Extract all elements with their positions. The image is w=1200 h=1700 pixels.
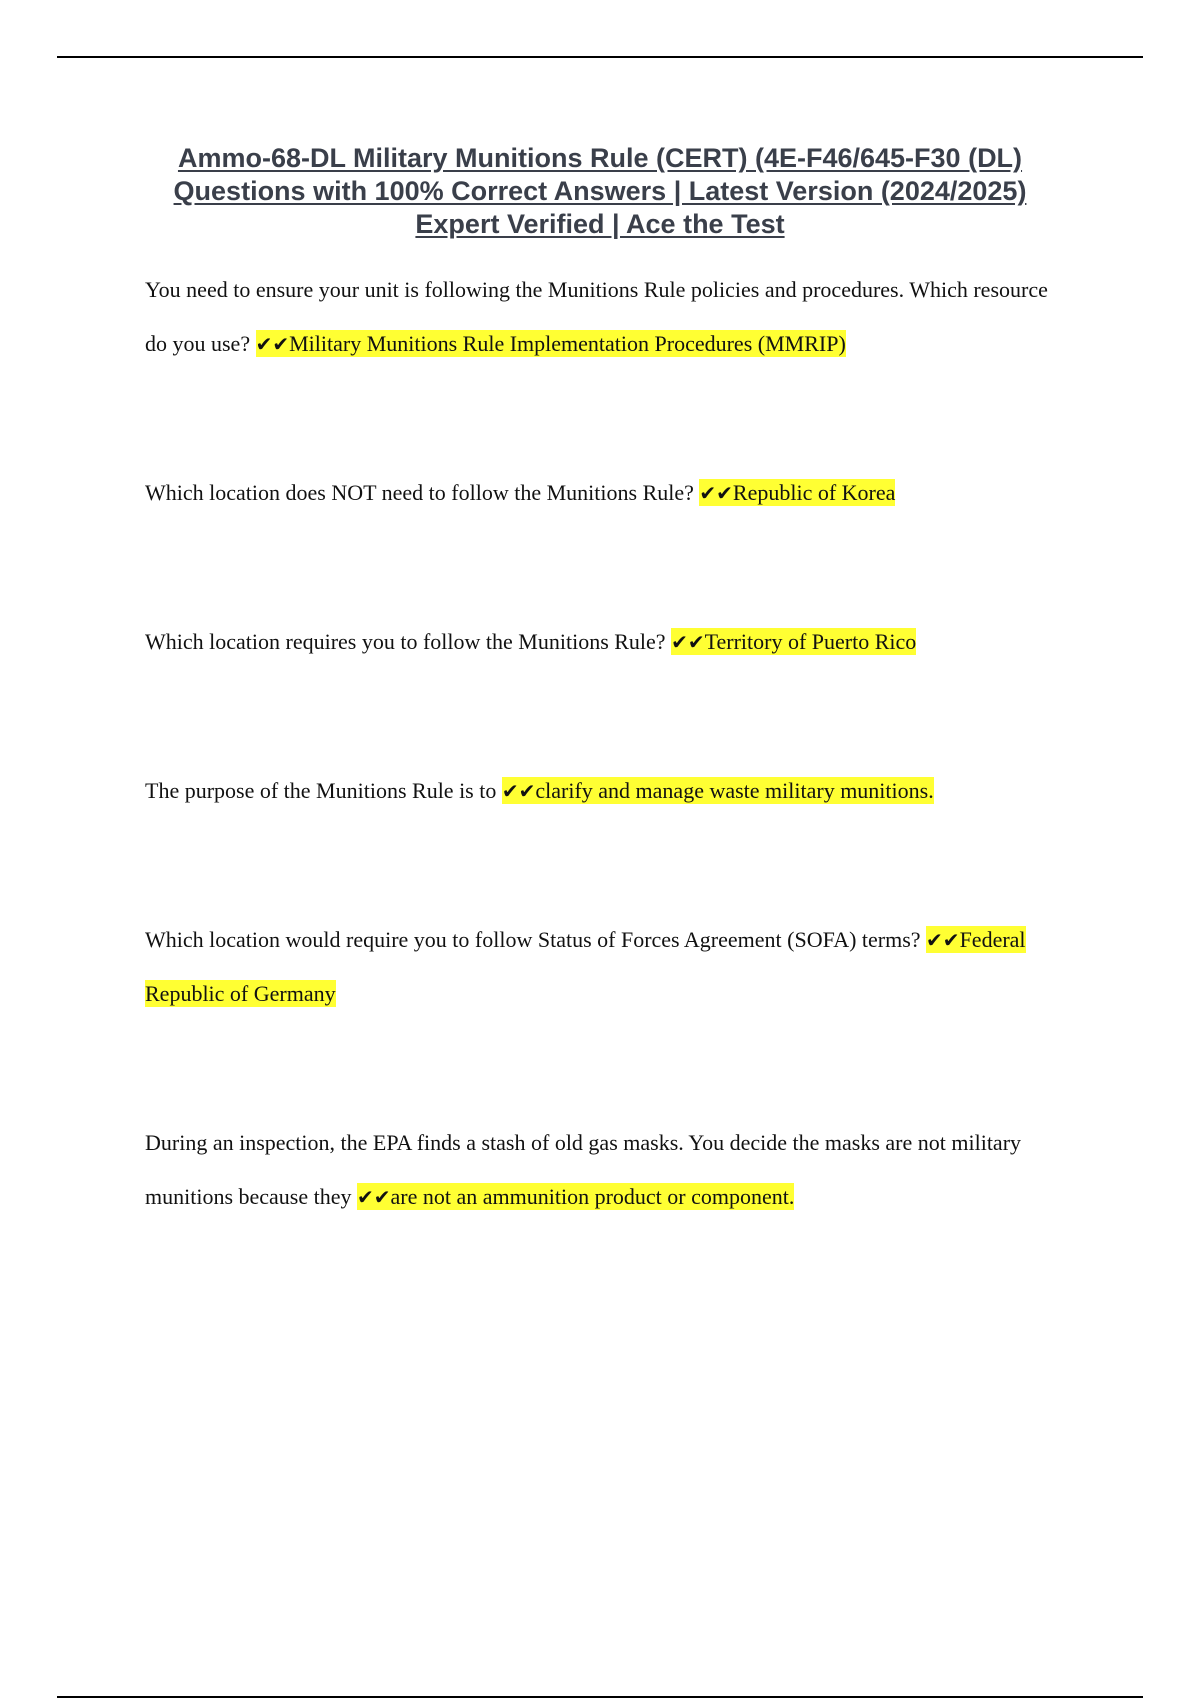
check-icon: ✔✔	[671, 630, 705, 654]
answer-highlight	[671, 628, 916, 655]
check-icon: ✔✔	[255, 332, 290, 356]
qa-item-4	[145, 764, 1065, 818]
top-divider	[57, 56, 1143, 58]
qa-item-1	[145, 263, 1065, 371]
bottom-divider	[57, 1696, 1143, 1698]
answer-text: are not an ammunition product or component.	[390, 1184, 795, 1209]
answer-text: Military Munitions Rule Implementation Procedures (MMRIP)	[289, 331, 846, 356]
check-icon: ✔✔	[926, 928, 960, 952]
document-title	[100, 142, 1100, 241]
question-text: Which location requires you to follow the Munitions Rule?	[145, 629, 666, 654]
answer-text: Territory of Puerto Rico	[704, 629, 917, 654]
title-line-1: Ammo-68-DL Military Munitions Rule (CERT) (4E-F46/645-F30 (DL)	[177, 143, 1023, 173]
question-text: Which location does NOT need to follow the Munitions Rule?	[145, 480, 694, 505]
qa-item-2	[145, 466, 1065, 520]
answer-text: Federal Republic of Germany	[145, 927, 1026, 1006]
answer-highlight	[357, 1183, 794, 1210]
qa-item-6	[145, 1116, 1065, 1224]
question-text: You need to ensure your unit is following the Munitions Rule policies and procedures. Which resource do you use?	[145, 277, 1048, 356]
check-icon: ✔✔	[699, 481, 733, 505]
answer-text: clarify and manage waste military munitions.	[535, 778, 934, 803]
title-line-3: Expert Verified | Ace the Test	[415, 209, 785, 239]
question-text: The purpose of the Munitions Rule is to	[145, 778, 497, 803]
answer-highlight	[502, 777, 934, 804]
title-line-2: Questions with 100% Correct Answers | Latest Version (2024/2025)	[173, 176, 1027, 206]
answer-highlight	[256, 330, 846, 357]
question-text: Which location would require you to follow Status of Forces Agreement (SOFA) terms?	[145, 927, 921, 952]
answer-text: Republic of Korea	[732, 480, 896, 505]
check-icon: ✔✔	[501, 779, 536, 803]
question-text: During an inspection, the EPA finds a stash of old gas masks. You decide the masks are not military munitions because they	[145, 1130, 1022, 1209]
qa-item-3	[145, 615, 1065, 669]
answer-highlight	[699, 479, 895, 506]
qa-item-5	[145, 913, 1065, 1021]
check-icon: ✔✔	[357, 1185, 391, 1209]
